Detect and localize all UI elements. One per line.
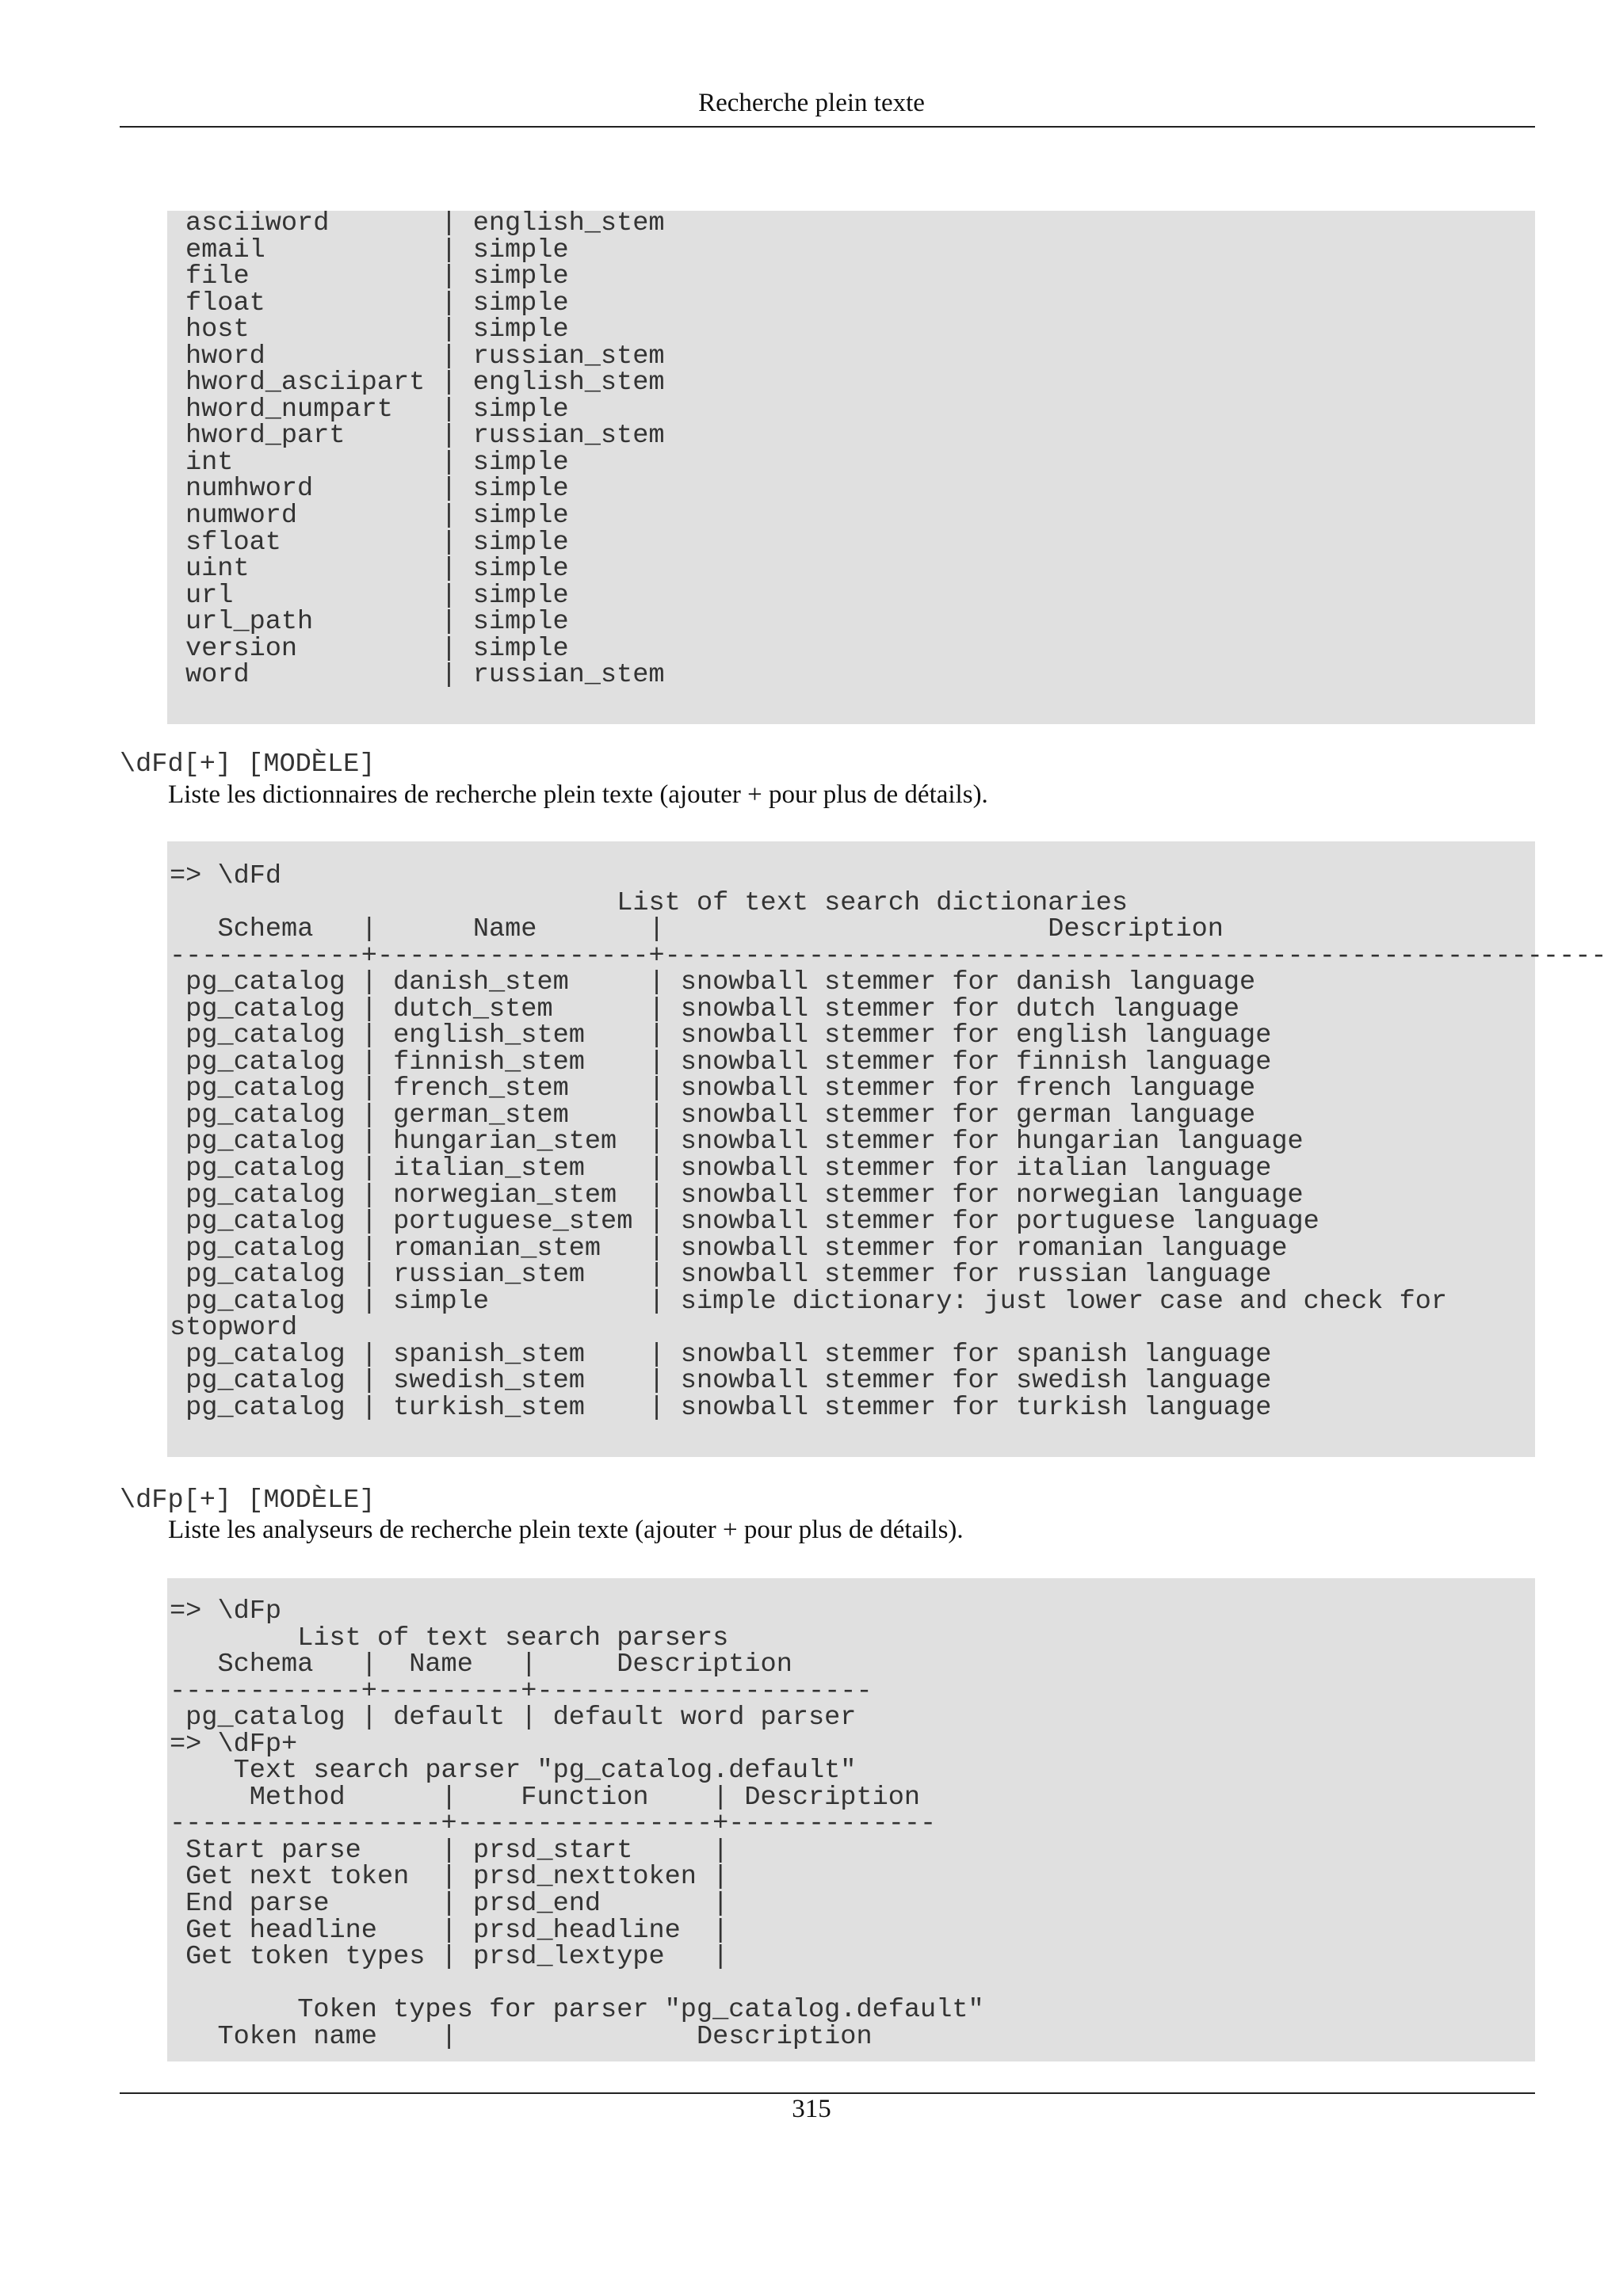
dfd-code-block [167, 841, 1607, 1457]
header-rule [120, 126, 1535, 128]
dfd-command: \dFd[+] [MODÈLE] [120, 749, 376, 780]
mapping-code-text: asciiword | english_stem email | simple file | simple float | simple host | simple hword | russian_stem hword_asciipart | english_stem hword_numpart | simple hword_part | russian_stem int | simple numhword | simple numword | simple sfloat | simple uint | simple url | simple url_path | simple version | simple word | russian_stem [185, 208, 665, 691]
dfp-code-text: => \dFp List of text search parsers Schema | Name | Description ------------+---------+--------------------- pg_catalog | default | default word parser => \dFp+ Text search parser "pg_catalog.default" Method | Function | Description -----------------+----------------+------------- Start parse | prsd_start | Get next token | prsd_nexttoken | End parse | prsd_end | Get headline | prsd_headline | Get token types | prsd_lextype | Token types for parser "pg_catalog.default" Token name | Description [170, 1596, 984, 2052]
dfd-code-text: => \dFd List of text search dictionaries Schema | Name | Description ------------+-----------------+----------------------------------------------------------- pg_catalog | danish_stem | snowball stemmer for danish language pg_catalog | dutch_stem | snowball stemmer for dutch language pg_catalog | english_stem | snowball stemmer for english language pg_catalog | finnish_stem | snowball stemmer for finnish language pg_catalog | french_stem | snowball stemmer for french language pg_catalog | german_stem | snowball stemmer for german language pg_catalog | hungarian_stem | snowball stemmer for hungarian language pg_catalog | italian_stem | snowball stemmer for italian language pg_catalog | norwegian_stem | snowball stemmer for norwegian language pg_catalog | portuguese_stem | snowball stemmer for portuguese language pg_catalog | romanian_stem | snowball stemmer for romanian language pg_catalog | russian_stem | snowball stemmer for russian language pg_catalog | simple | simple dictionary: just lower case and check for stopword pg_catalog | spanish_stem | snowball stemmer for spanish language pg_catalog | swedish_stem | snowball stemmer for swedish language pg_catalog | turkish_stem | snowball stemmer for turkish language [170, 861, 1607, 1423]
dfp-code-block [167, 1578, 1535, 2061]
dfp-command: \dFp[+] [MODÈLE] [120, 1486, 376, 1516]
page-number: 315 [792, 2095, 831, 2123]
dfd-description: Liste les dictionnaires de recherche plein texte (ajouter + pour plus de détails). [168, 780, 988, 809]
dfp-description: Liste les analyseurs de recherche plein texte (ajouter + pour plus de détails). [168, 1516, 964, 1544]
running-header-title: Recherche plein texte [698, 89, 925, 117]
footer-rule [120, 2092, 1535, 2094]
mapping-code-block [167, 208, 1535, 724]
